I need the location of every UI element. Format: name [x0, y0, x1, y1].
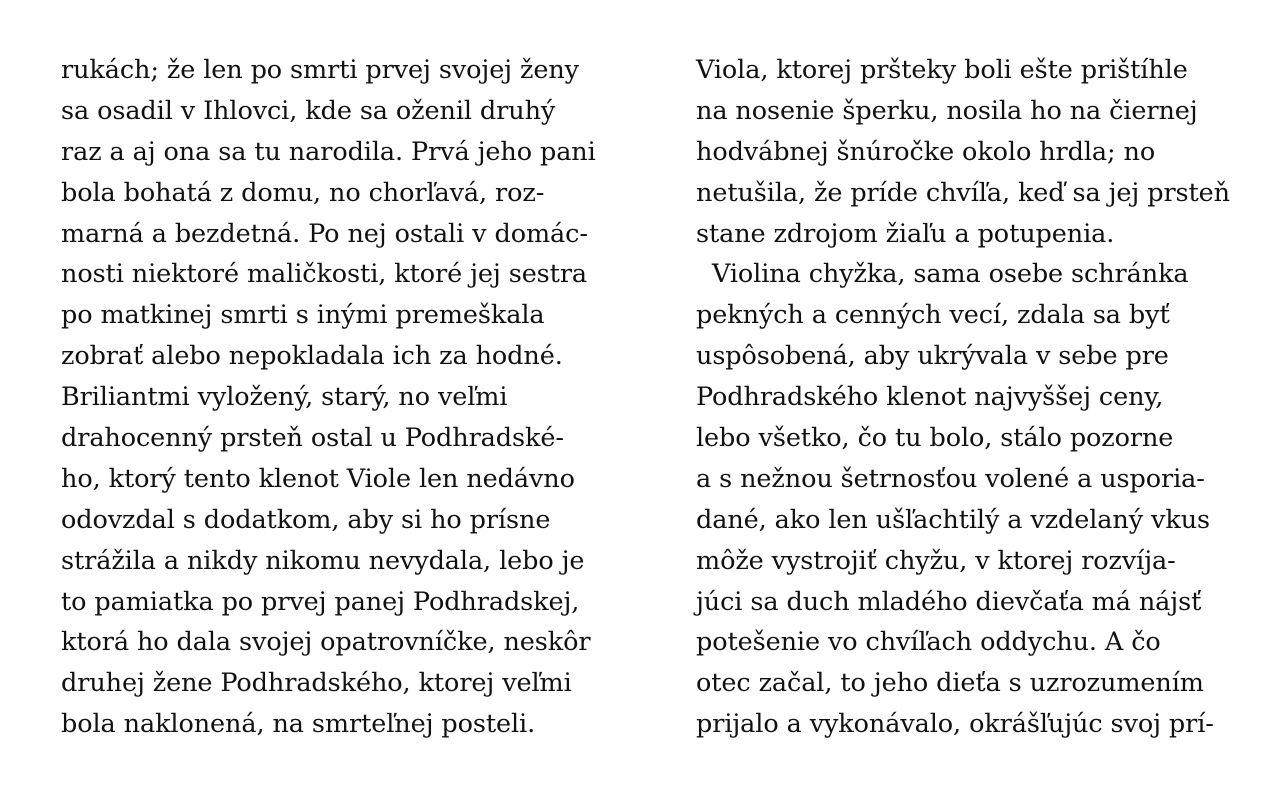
- text-line: ktorá ho dala svojej opatrovníčke, neskôr: [61, 627, 591, 658]
- text-line: stane zdrojom žiaľu a potupenia.: [696, 218, 1115, 249]
- text-line: nosti niektoré maličkosti, ktoré jej sestra: [61, 259, 588, 290]
- text-line: otec začal, to jeho dieťa s uzrozumením: [696, 668, 1204, 699]
- text-line: po matkinej smrti s inými premeškala: [61, 300, 545, 331]
- text-line: dané, ako len ušľachtilý a vzdelaný vkus: [696, 504, 1211, 535]
- text-line: ho, ktorý tento klenot Viole len nedávno: [61, 463, 575, 494]
- text-line: na nosenie šperku, nosila ho na čiernej: [696, 95, 1198, 126]
- text-line: bola bohatá z domu, no chorľavá, roz-: [61, 177, 545, 208]
- text-line: sa osadil v Ihlovci, kde sa oženil druhý: [61, 95, 556, 126]
- text-line: môže vystrojiť chyžu, v ktorej rozvíja-: [696, 545, 1176, 576]
- right-page-text: [696, 50, 1236, 745]
- text-line: drahocenný prsteň ostal u Podhradské-: [61, 423, 564, 454]
- text-line: marná a bezdetná. Po nej ostali v domác-: [61, 218, 588, 249]
- text-line: strážila a nikdy nikomu nevydala, lebo je: [61, 545, 585, 576]
- text-line: a s nežnou šetrnosťou volené a usporia-: [696, 463, 1205, 494]
- text-line: pekných a cenných vecí, zdala sa byť: [696, 300, 1170, 331]
- left-page-text: [61, 50, 601, 745]
- text-line: potešenie vo chvíľach oddychu. A čo: [696, 627, 1161, 658]
- text-line: bola naklonená, na smrteľnej posteli.: [61, 709, 536, 740]
- text-line: druhej žene Podhradského, ktorej veľmi: [61, 668, 572, 699]
- text-line: to pamiatka po prvej panej Podhradskej,: [61, 586, 580, 617]
- text-line: lebo všetko, čo tu bolo, stálo pozorne: [696, 423, 1174, 454]
- text-line: netušila, že príde chvíľa, keď sa jej prsteň: [696, 177, 1230, 208]
- text-line: Podhradského klenot najvyššej ceny,: [696, 382, 1164, 413]
- text-line: rukách; že len po smrti prvej svojej ženy: [61, 55, 579, 85]
- text-line: odovzdal s dodatkom, aby si ho prísne: [61, 504, 551, 535]
- text-line: uspôsobená, aby ukrývala v sebe pre: [696, 341, 1169, 372]
- text-line: raz a aj ona sa tu narodila. Prvá jeho pani: [61, 136, 596, 167]
- text-line: hodvábnej šnúročke okolo hrdla; no: [696, 136, 1156, 167]
- text-line: júci sa duch mladého dievčaťa má nájsť: [696, 586, 1202, 617]
- text-line: Briliantmi vyložený, starý, no veľmi: [61, 382, 508, 413]
- text-line: zobrať alebo nepokladala ich za hodné.: [61, 341, 563, 372]
- text-line: Viola, ktorej pršteky boli ešte prištíhle: [696, 55, 1188, 85]
- paragraph-first-line: Violina chyžka, sama osebe schránka: [712, 259, 1189, 290]
- text-line: prijalo a vykonávalo, okrášľujúc svoj prí-: [696, 709, 1214, 740]
